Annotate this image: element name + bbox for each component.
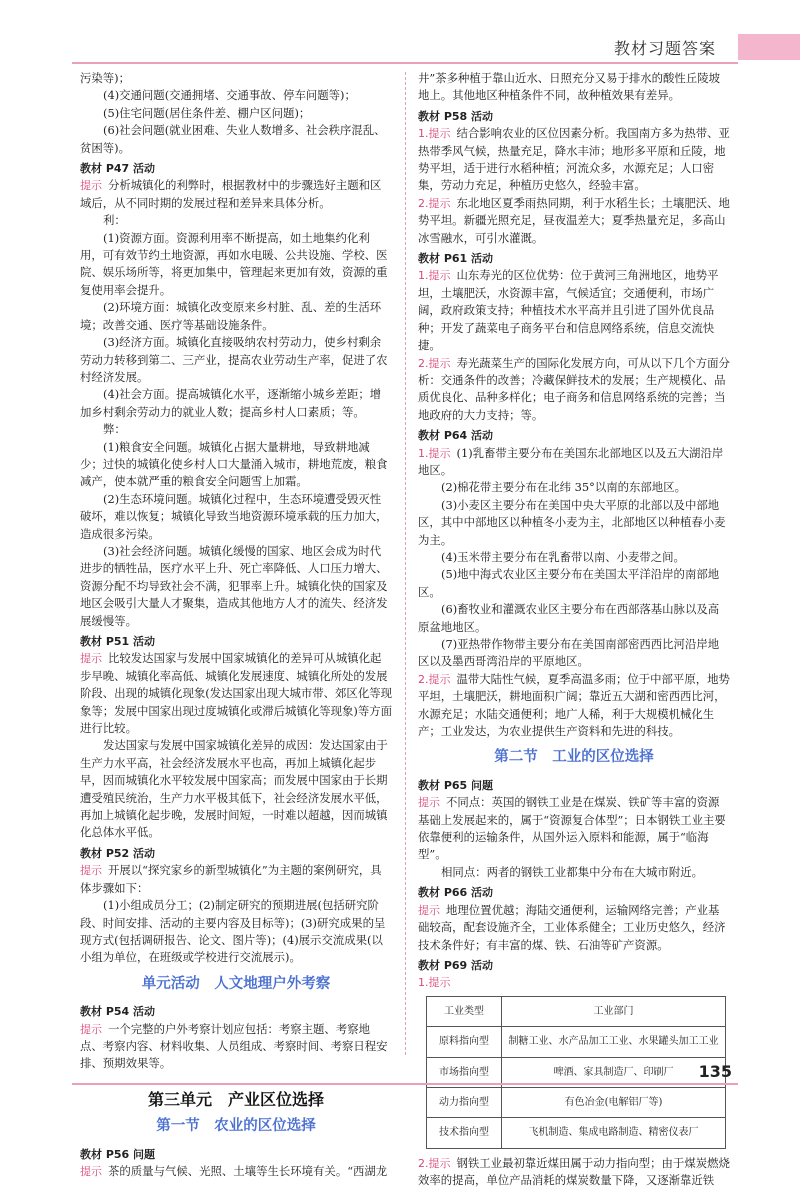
section-title: 第二节 工业的区位选择 bbox=[494, 749, 654, 766]
answer-paragraph bbox=[418, 902, 730, 954]
text-paragraph: (6)社会问题(就业困难、失业人数增多、社会秩序混乱、贫困等)。 bbox=[80, 123, 386, 155]
footer-divider bbox=[72, 1083, 738, 1085]
text-paragraph: (3)社会经济问题。城镇化缓慢的国家、地区会成为时代进步的牺牲品，医疗水平上升、死亡率降低、人口压力增大、资源分配不均导致社会不满，犯罪率上升。城镇化快的国家及地区会吸引大量人才聚集，造成其他地方人才的流失、经济发展缓慢等。 bbox=[80, 543, 388, 628]
section-title: 单元活动 人文地理户外考察 bbox=[141, 975, 331, 992]
table-row bbox=[427, 1027, 726, 1057]
text-paragraph: (5)地中海式农业区主要分布在美国太平洋沿岸的南部地区。 bbox=[418, 567, 720, 599]
text-paragraph: (1)粮食安全问题。城镇化占据大量耕地，导致耕地减少；过快的城镇化使乡村人口大量涌入城市，耕地荒废，粮食减产，使本就严重的粮食安全问题雪上加霜。 bbox=[80, 439, 388, 489]
item-number-text: 1. bbox=[418, 446, 429, 460]
answer-text: 温带大陆性气候，夏季高温多雨；位于中部平原，地势平坦，土壤肥沃，耕地面积广阔；靠近五大湖和密西西比河，水源充足；水陆交通便利；地广人稀，利于大规模机械化生产；工业发达，为农业提供生产资料和先进的科技。 bbox=[418, 671, 730, 739]
answer-text: 茶的质量与气候、光照、土壤等生长环境有关。“西湖龙 bbox=[108, 1163, 388, 1178]
answer-paragraph bbox=[80, 1163, 392, 1180]
answer-text: 分析城镇化的利弊时，根据教材中的步骤选好主题和区域后，从不同时期的发展过程和差异来具体分析。 bbox=[80, 178, 382, 210]
item-number bbox=[418, 357, 451, 370]
answer-text: (1)乳畜带主要分布在美国东北部地区以及五大湖沿岸地区。 bbox=[418, 445, 724, 477]
text-paragraph: 污染等)； bbox=[80, 71, 131, 85]
item-number-text: 2. bbox=[418, 672, 429, 686]
table-row bbox=[427, 1118, 726, 1148]
section-heading: 教材 P64 活动 bbox=[418, 429, 494, 443]
table-header-cell: 工业类型 bbox=[427, 996, 502, 1026]
table-cell: 啤酒、家具制造厂、印刷厂 bbox=[502, 1057, 726, 1087]
answer-text: 地理位置优越；海陆交通便利，运输网络完善；产业基础较高，配套设施齐全，工业体系健全；工业历史悠久，经济技术条件好；有丰富的煤、铁、石油等矿产资源。 bbox=[418, 902, 726, 952]
text-paragraph: (2)棉花带主要分布在北纬 35°以南的东部地区。 bbox=[441, 480, 686, 495]
answer-paragraph bbox=[418, 195, 730, 247]
answer-paragraph bbox=[80, 650, 392, 737]
header-divider bbox=[72, 62, 738, 64]
answer-text: 比较发达国家与发展中国家城镇化的差异可从城镇化起步早晚、城镇化率高低、城镇化发展速度、城镇化所处的发展阶段、出现的城镇化现象(发达国家出现大城市带、郊区化等现象等；发展中国家出现过度城镇化或滞后城镇化等现象)等方面进行比较。 bbox=[80, 651, 392, 736]
text-paragraph: (3)经济方面。城镇化直接吸纳农村劳动力，使乡村剩余劳动力转移到第二、三产业，提高农业劳动生产率，促进了农村经济发展。 bbox=[80, 335, 388, 384]
answer-text: 开展以“探究家乡的新型城镇化”为主题的案例研究，具体步骤如下： bbox=[80, 863, 382, 895]
text-paragraph: (6)畜牧业和灌溉农业区主要分布在西部落基山脉以及高原盆地地区。 bbox=[418, 602, 720, 634]
section-heading: 教材 P66 活动 bbox=[418, 886, 494, 900]
table-header-row bbox=[427, 996, 726, 1026]
text-paragraph: 发达国家与发展中国家城镇化差异的成因：发达国家由于生产力水平高，社会经济发展水平也高，再加上城镇化起步早，因而城镇化水平较发展中国家高；而发展中国家由于长期遭受殖民统治，生产力水平极其低下，社会经济发展水平低，再加上城镇化起步晚，发展时间短，一时难以超越，因而城镇化总体水平低。 bbox=[80, 738, 388, 840]
item-number-text: 1. bbox=[418, 269, 429, 283]
table-cell: 技术指向型 bbox=[427, 1118, 502, 1148]
section-heading: 教材 P51 活动 bbox=[80, 635, 156, 648]
page-number: 135 bbox=[698, 1062, 732, 1081]
hint-tag: 提示 bbox=[428, 672, 451, 686]
unit-title: 第三单元 产业区位选择 bbox=[147, 1089, 324, 1109]
answer-paragraph bbox=[418, 125, 730, 195]
answer-paragraph bbox=[418, 974, 730, 991]
item-number bbox=[418, 197, 451, 210]
text-paragraph: 相同点：两者的钢铁工业都集中分布在大城市附近。 bbox=[441, 864, 703, 879]
text-paragraph: 弊： bbox=[103, 422, 126, 437]
hint-tag: 提示 bbox=[80, 179, 102, 193]
hint-tag: 提示 bbox=[428, 269, 451, 283]
text-paragraph: (4)玉米带主要分布在乳畜带以南、小麦带之间。 bbox=[441, 549, 685, 564]
text-paragraph: 利： bbox=[103, 213, 126, 228]
answer-text: 结合影响农业的区位因素分析。我国南方多为热带、亚热带季风气候，热量充足，降水丰沛；地形多平原和丘陵，地势平坦，适于进行水稻种植；河流众多，水源充足；人口密集，劳动力充足，种植历史悠久，经验丰富。 bbox=[418, 126, 730, 193]
item-number-text: 2. bbox=[418, 196, 429, 210]
industry-table bbox=[426, 996, 726, 1149]
text-paragraph: 井”茶多种植于靠山近水、日照充分又易于排水的酸性丘陵坡地上。其他地区种植条件不同，故种植效果有差异。 bbox=[418, 71, 720, 103]
answer-text: 东北地区夏季雨热同期，利于水稻生长；土壤肥沃、地势平坦。新疆光照充足，昼夜温差大；夏季热量充足，多高山冰雪融水，可引水灌溉。 bbox=[418, 195, 730, 245]
text-paragraph: (1)小组成员分工；(2)制定研究的预期进展(包括研究阶段、时间安排、活动的主要内容及目标等)；(3)研究成果的呈现方式(包括调研报告、论文、图片等)；(4)展示交流成果(以小组为单位，在班级或学校进行交流展示)。 bbox=[80, 898, 386, 965]
table-cell: 飞机制造、集成电路制造、精密仪表厂 bbox=[502, 1118, 726, 1148]
hint-tag: 提示 bbox=[428, 1156, 451, 1170]
item-number bbox=[418, 269, 451, 282]
hint-tag: 提示 bbox=[428, 446, 451, 460]
table-header-cell: 工业部门 bbox=[502, 996, 726, 1026]
section-title: 第一节 农业的区位选择 bbox=[156, 1118, 316, 1135]
hint-tag: 提示 bbox=[80, 1164, 102, 1178]
section-heading: 教材 P65 问题 bbox=[418, 778, 494, 792]
text-paragraph: (2)环境方面：城镇化改变原来乡村脏、乱、差的生活环境；改善交通、医疗等基础设施条件。 bbox=[80, 300, 382, 332]
column-divider bbox=[405, 72, 406, 1055]
text-paragraph: (4)交通问题(交通拥堵、交通事故、停车问题等)； bbox=[103, 88, 356, 103]
answer-paragraph bbox=[80, 862, 392, 897]
section-heading: 教材 P61 活动 bbox=[418, 252, 494, 266]
table-cell: 制糖工业、水产品加工工业、水果罐头加工工业 bbox=[502, 1027, 726, 1057]
section-heading: 教材 P47 活动 bbox=[80, 162, 156, 176]
item-number-text: 1. bbox=[418, 127, 429, 141]
section-heading: 教材 P56 问题 bbox=[80, 1147, 156, 1161]
answer-text: 山东寿光的区位优势：位于黄河三角洲地区，地势平坦，土壤肥沃，水资源丰富，气候适宜；交通便利，市场广阔，政府政策支持；种植技术水平高并且引进了国外优良品种；开发了蔬菜电子商务平台和信息网络系统，信息交流快捷。 bbox=[418, 268, 719, 353]
text-paragraph: (3)小麦区主要分布在美国中央大平原的北部以及中部地区，其中中部地区以种植冬小麦为主，北部地区以种植春小麦为主。 bbox=[418, 497, 726, 547]
table-cell: 有色冶金(电解铝厂等) bbox=[502, 1087, 726, 1117]
header-title: 教材习题答案 bbox=[613, 39, 716, 58]
text-paragraph: (1)资源方面。资源利用率不断提高，如土地集约化利用，可有效节约土地资源，再如水电暖、公共设施、学校、医院、娱乐场所等，将更加集中，管理起来更加有效，资源的重复使用率会提升。 bbox=[80, 230, 388, 297]
left-column bbox=[80, 70, 392, 1180]
hint-tag: 提示 bbox=[418, 903, 440, 917]
answer-text: 寿光蔬菜生产的国际化发展方向，可从以下几个方面分析：交通条件的改善；冷藏保鲜技术的发展；生产规模化、品质优良化、品种多样化；电子商务和信息网络系统的完善；当地政府的大力支持；等。 bbox=[418, 355, 730, 422]
answer-paragraph bbox=[418, 1155, 730, 1190]
table-cell: 市场指向型 bbox=[427, 1057, 502, 1087]
answer-paragraph bbox=[80, 177, 392, 212]
item-number bbox=[418, 1157, 451, 1170]
text-paragraph: (7)亚热带作物带主要分布在美国南部密西西比河沿岸地区以及墨西哥湾沿岸的平原地区。 bbox=[418, 637, 720, 669]
hint-tag: 提示 bbox=[80, 652, 102, 666]
section-heading: 教材 P54 活动 bbox=[80, 1005, 156, 1019]
item-number-text: 2. bbox=[418, 356, 429, 370]
answer-paragraph bbox=[418, 355, 730, 425]
answer-paragraph bbox=[418, 794, 730, 864]
item-number bbox=[418, 976, 451, 989]
item-number-text: 2. bbox=[418, 1156, 429, 1170]
hint-tag: 提示 bbox=[428, 356, 451, 370]
hint-tag: 提示 bbox=[80, 1022, 102, 1036]
hint-tag: 提示 bbox=[428, 976, 451, 990]
hint-tag: 提示 bbox=[418, 796, 440, 810]
table-cell: 原料指向型 bbox=[427, 1027, 502, 1057]
section-heading: 教材 P52 活动 bbox=[80, 846, 156, 860]
table-row bbox=[427, 1087, 726, 1117]
item-number bbox=[418, 127, 451, 140]
table-cell: 动力指向型 bbox=[427, 1087, 502, 1117]
answer-paragraph bbox=[418, 671, 730, 741]
hint-tag: 提示 bbox=[428, 127, 451, 141]
answer-text: 不同点：英国的钢铁工业是在煤炭、铁矿等丰富的资源基础上发展起来的，属于“资源复合体型”；日本钢铁工业主要依靠便利的运输条件，从国外运入原料和能源，属于“临海型”。 bbox=[418, 795, 726, 862]
answer-text: 钢铁工业最初靠近煤田属于动力指向型；由于煤炭燃烧效率的提高，单位产品消耗的煤炭数量下降，又逐渐靠近铁 bbox=[418, 1155, 730, 1188]
item-number bbox=[418, 673, 451, 686]
item-number-text: 1. bbox=[418, 976, 429, 990]
section-heading: 教材 P69 活动 bbox=[418, 958, 494, 972]
section-heading: 教材 P58 活动 bbox=[418, 109, 494, 123]
header-tab-decoration bbox=[738, 34, 800, 60]
item-number bbox=[418, 447, 451, 460]
text-paragraph: (2)生态环境问题。城镇化过程中，生态环境遭受毁灭性破坏，难以恢复；城镇化导致当地资源环境承载的压力加大，造成很多污染。 bbox=[80, 491, 388, 541]
answer-paragraph bbox=[80, 1021, 392, 1073]
hint-tag: 提示 bbox=[428, 196, 451, 210]
answer-text: 一个完整的户外考察计划应包括：考察主题、考察地点、考察内容、材料收集、人员组成、考察时间、考察日程安排、预期效果等。 bbox=[80, 1021, 388, 1071]
text-paragraph: (5)住宅问题(居住条件差、棚户区问题)； bbox=[103, 105, 311, 120]
answer-paragraph bbox=[418, 267, 730, 354]
text-paragraph: (4)社会方面。提高城镇化水平，逐渐缩小城乡差距；增加乡村剩余劳动力的就业人数；提高乡村人口素质；等。 bbox=[80, 387, 382, 419]
right-column bbox=[418, 70, 730, 1190]
answer-paragraph bbox=[418, 445, 730, 480]
hint-tag: 提示 bbox=[80, 864, 102, 878]
